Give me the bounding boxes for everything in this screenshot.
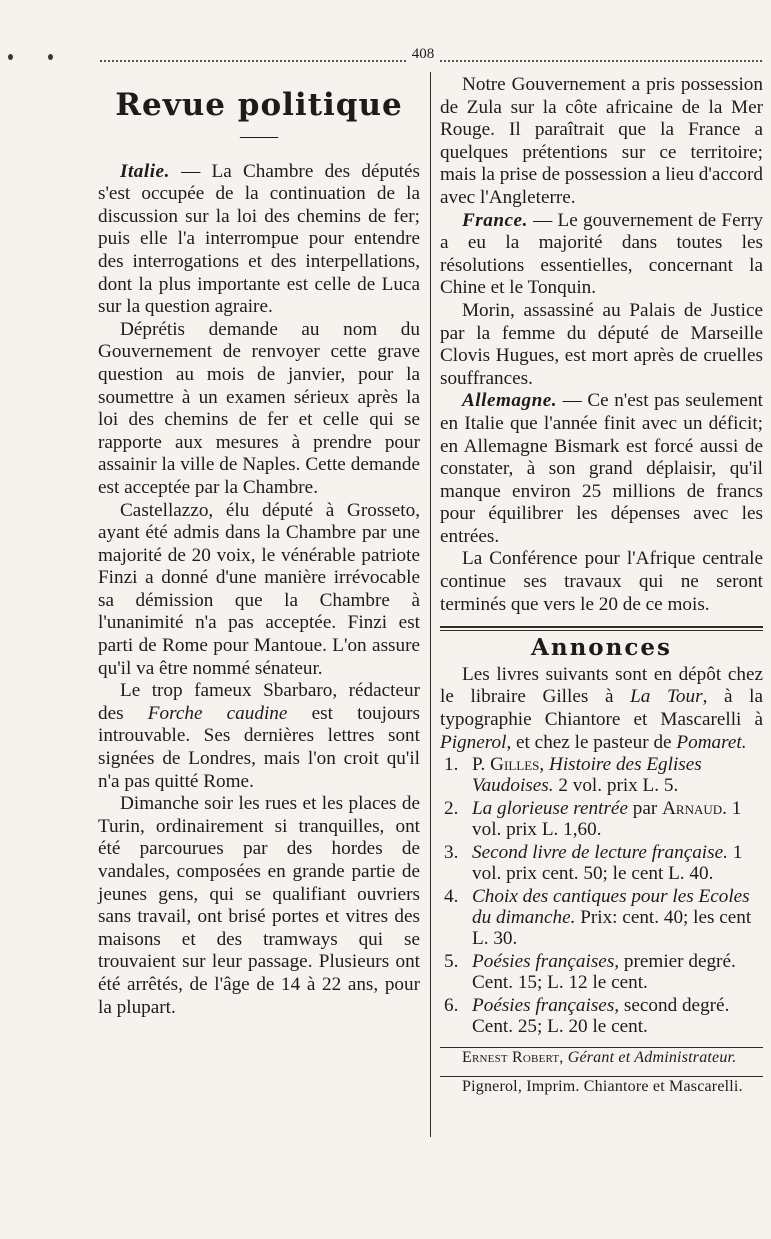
paragraph: Déprétis demande au nom du Gouvernement de renvoyer cette grave question au mois de janvier, pour la soumettre à un examen sérieux après la loi des chemins de fer et celle qui se rapporte aux mesures à prendre pour assainir la ville de Naples. Cette demande est acceptée par la Chambre. — [98, 318, 420, 498]
item-number: 3. — [444, 842, 459, 864]
margin-dot — [8, 54, 13, 60]
item-price: 1 vol. prix L. 1,60. — [472, 798, 742, 841]
paragraph-italie — [98, 161, 420, 319]
right-column — [440, 74, 763, 1097]
paragraph: La Conférence pour l'Afrique centrale continue ses travaux qui ne seront terminés que vers le 20 de ce mois. — [440, 548, 763, 615]
paragraph-text: — Le gouvernement de Ferry a eu la majorité dans toutes les résolutions essentielles, concernant la Chine et le Tonquin. — [440, 209, 763, 299]
paragraph-france — [440, 210, 763, 300]
item-text: P. — [472, 754, 491, 776]
article-title: Revue politique — [115, 87, 403, 123]
newspaper-name: Forche caudine — [147, 702, 288, 724]
publisher-name: Ernest Robert, — [462, 1049, 564, 1067]
item-number: 6. — [444, 995, 459, 1017]
book-item — [440, 951, 763, 993]
annonces-rule-thin — [440, 630, 763, 631]
book-title: Second livre de lecture française. — [472, 842, 728, 864]
item-text: , — [539, 754, 549, 776]
book-title: Poésies françaises, — [472, 995, 620, 1017]
column-divider — [430, 72, 431, 1137]
printer-line: Pignerol, Imprim. Chiantore et Mascarelli. — [462, 1078, 743, 1096]
item-price: second degré. Cent. 25; L. 20 le cent. — [472, 995, 730, 1038]
header-rule-left — [100, 60, 406, 62]
margin-dot — [48, 54, 53, 60]
publisher-role: Gérant et Administrateur. — [567, 1049, 737, 1067]
place-name: Pignerol — [440, 731, 507, 753]
paragraph-text: est toujours introuvable. Ses dernières lettres sont signées de Londres, mais l'on croit qu'il n'a pas quitté Rome. — [98, 702, 421, 792]
section-label-allemagne: Allemagne. — [462, 390, 558, 412]
book-title: Histoire des Eglises Vaudoises. — [472, 754, 702, 797]
paragraph-text: Le trop fameux Sbarbaro, rédacteur des — [98, 680, 420, 724]
paragraph: Dimanche soir les rues et les places de Turin, ordinairement si tranquilles, ont été parcourues par des hordes de vandales, composées en grande partie de jeunes gens, qui se qualifiant ouvriers sans travail, ont brisé portes et vitres des maisons et des tramways qui se trouvaient sur leur passage. Plusieurs ont été arrêtés, de l'âge de 14 à 22 ans, pour la plupart. — [98, 793, 420, 1018]
intro-text: , à la typographie Chiantore et Mascarelli à — [440, 686, 763, 731]
book-item — [440, 754, 763, 796]
left-column — [98, 74, 420, 1019]
title-dash: —— — [240, 125, 278, 147]
place-name: La Tour — [630, 686, 703, 708]
item-price: 2 vol. prix L. 5. — [553, 775, 679, 797]
intro-text: , et chez le pasteur de — [506, 731, 677, 753]
book-title: Poésies françaises, — [472, 951, 620, 973]
section-label-italie: Italie. — [120, 160, 170, 182]
annonces-intro — [440, 664, 763, 754]
book-list — [440, 754, 763, 1037]
item-number: 2. — [444, 798, 459, 820]
item-price: Prix: cent. 40; les cent L. 30. — [472, 907, 752, 950]
book-item — [440, 886, 763, 949]
annonces-rule — [440, 626, 763, 628]
section-label-france: France. — [462, 209, 528, 231]
item-number: 4. — [444, 886, 459, 908]
item-price: premier degré. Cent. 15; L. 12 le cent. — [472, 951, 736, 994]
item-text: par — [627, 798, 663, 820]
item-number: 5. — [444, 951, 459, 973]
paragraph-sbarbaro — [98, 680, 420, 793]
paragraph: Morin, assassiné au Palais de Justice par la femme du député de Marseille Clovis Hugues, est mort après de cruelles souffrances. — [440, 299, 763, 389]
intro-text: Les livres suivants sont en dépôt chez le libraire Gilles à — [440, 663, 763, 708]
item-number: 1. — [444, 754, 459, 776]
paragraph: Notre Gouvernement a pris possession de Zula sur la côte africaine de la Mer Rouge. Il paraîtrait que la France a quelques prétentions sur ce territoire; mais la prise de possession a lieu d'accord avec l'Angleterre. — [440, 74, 763, 208]
paragraph-text: — La Chambre des députés s'est occupée de la continuation de la discussion sur la loi des chemins de fer; puis elle l'a interrompue pour entendre des interrogations et des interpellations, dont la plus importante est celle de Luca sur la question agraire. — [98, 160, 420, 318]
header-rule-right — [440, 60, 762, 62]
annonces-title: Annonces — [531, 634, 672, 662]
book-item — [440, 798, 763, 840]
book-title: La glorieuse rentrée — [472, 798, 628, 820]
item-price: 1 vol. prix cent. 50; le cent L. 40. — [472, 842, 743, 885]
author-name: Gilles — [490, 754, 540, 776]
book-item — [440, 842, 763, 884]
author-name: Arnaud. — [662, 798, 727, 820]
page-number: 408 — [408, 46, 438, 63]
paragraph-allemagne — [440, 390, 763, 548]
paragraph-text: — Ce n'est pas seulement en Italie que l'année finit avec un déficit; en Allemagne Bismark est forcé aussi de constater, à son grand déplaisir, qu'il manque environ 25 millions de francs pour équilibrer les dépenses avec les entrées. — [440, 390, 763, 547]
book-item — [440, 995, 763, 1037]
place-name: Pomaret. — [676, 731, 747, 753]
book-title: Choix des cantiques pour les Ecoles du dimanche. — [472, 886, 750, 929]
paragraph: Castellazzo, élu député à Grosseto, ayant été admis dans la Chambre par une majorité de 20 voix, le vénérable patriote Finzi a donné d'une manière irrévocable sa démission que la Chambre à l'unanimité n'a pas acceptée. Finzi est parti de Rome pour Mantoue. L'on assure qu'il va être nommé sénateur. — [98, 499, 420, 679]
publisher-line — [440, 1048, 763, 1068]
